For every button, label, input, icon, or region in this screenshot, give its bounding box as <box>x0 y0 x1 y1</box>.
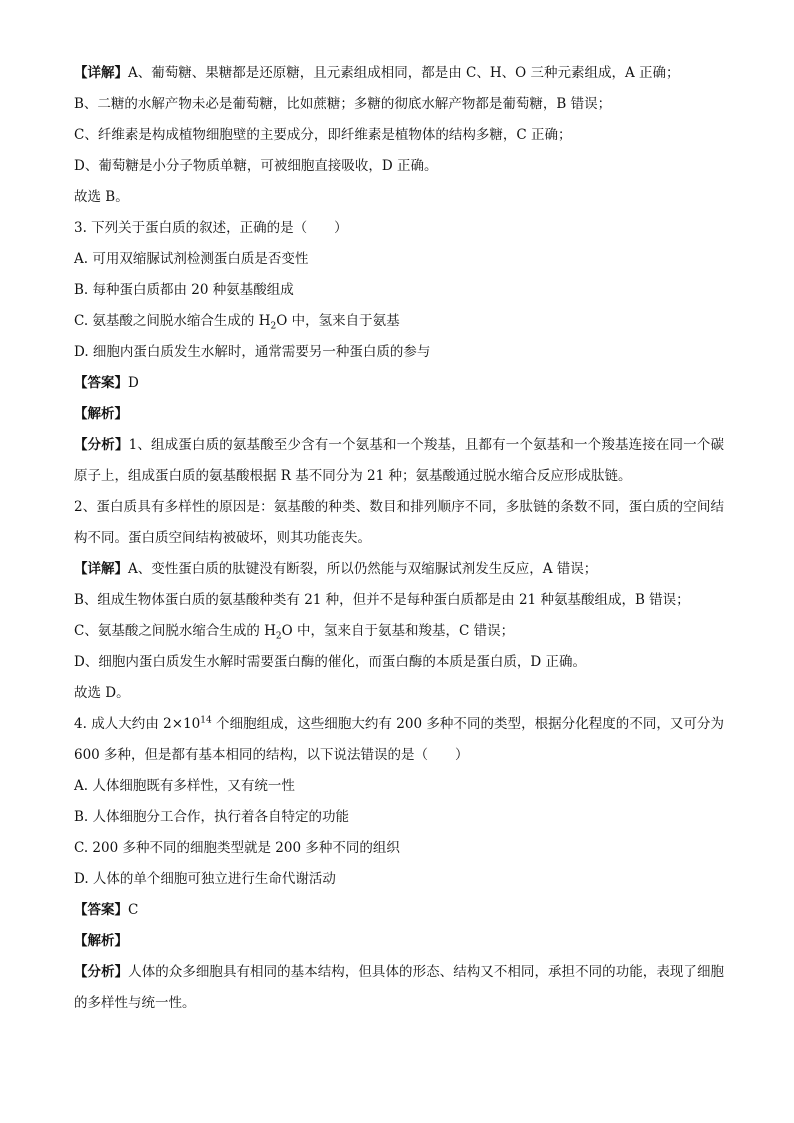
detail-line-a: 【详解】A、变性蛋白质的肽键没有断裂，所以仍然能与双缩脲试剂发生反应，A 错误； <box>74 561 598 577</box>
question-4-stem: 4. 成人大约由 $2\times 10^{14}$ 个细胞组成，这些细胞大约有 200 多种不同的类型，根据分化程度的不同，又可分为 600 多种，但是都有基本相同的结构，以下说法错误的是（ ） <box>74 715 725 763</box>
question-3-option-a: A. 可用双缩脲试剂检测蛋白质是否变性 <box>74 251 309 267</box>
answer-value: C <box>128 902 139 918</box>
question-4-option-c: C. 200 多种不同的细胞类型就是 200 多种不同的组织 <box>74 840 400 856</box>
answer-line <box>74 895 724 926</box>
answer-value: D <box>128 375 139 391</box>
detail-line-b: B、二糖的水解产物未必是葡萄糖，比如蔗糖；多糖的彻底水解产物都是葡萄糖，B 错误； <box>74 96 612 112</box>
analysis-paragraph-1: 【分析】1、组成蛋白质的氨基酸至少含有一个氨基和一个羧基，且都有一个氨基和一个羧基连接在同一个碳原子上，组成蛋白质的氨基酸根据 R 基不同分为 21 种；氨基酸通过脱水缩合反应形成肽链。 <box>74 437 725 484</box>
detail-line-a: 【详解】A、葡萄糖、果糖都是还原糖，且元素组成相同，都是由 C、H、O 三种元素组成，A 正确； <box>74 65 680 81</box>
answer-tag: 【答案】 <box>74 902 128 918</box>
explanation-heading: 【解析】 <box>74 933 128 949</box>
question-3-option-c: C. 氨基酸之间脱水缩合生成的 $H_2O$ 中，氢来自于氨基 <box>74 313 400 332</box>
detail-line-d: D、葡萄糖是小分子物质单糖，可被细胞直接吸收，D 正确。 <box>74 158 438 174</box>
analysis-tag: 【分析】 <box>74 964 129 980</box>
analysis-paragraph-1: 【分析】人体的众多细胞具有相同的基本结构，但具体的形态、结构又不相同，承担不同的功能，表现了细胞的多样性与统一性。 <box>74 964 725 1011</box>
question-3-option-b: B. 每种蛋白质都由 20 种氨基酸组成 <box>74 282 294 298</box>
choice-conclusion: 故选 D。 <box>74 685 130 701</box>
answer-line <box>74 368 724 399</box>
detail-line-c: C、纤维素是构成植物细胞壁的主要成分，即纤维素是植物体的结构多糖，C 正确； <box>74 127 572 143</box>
detail-tag: 【详解】 <box>74 561 128 577</box>
detail-line-c: C、氨基酸之间脱水缩合生成的 $H_2O$ 中，氢来自于氨基和羧基，C 错误； <box>74 623 515 642</box>
question-3-stem: 3. 下列关于蛋白质的叙述，正确的是（ ） <box>74 220 348 236</box>
analysis-tag: 【分析】 <box>74 437 129 453</box>
question-4-option-b: B. 人体细胞分工合作，执行着各自特定的功能 <box>74 809 350 825</box>
question-3-option-d: D. 细胞内蛋白质发生水解时，通常需要另一种蛋白质的参与 <box>74 344 431 360</box>
analysis-paragraph-2: 2、蛋白质具有多样性的原因是：氨基酸的种类、数目和排列顺序不同，多肽链的条数不同，蛋白质的空间结构不同。蛋白质空间结构被破坏，则其功能丧失。 <box>74 499 724 546</box>
detail-line-d: D、细胞内蛋白质发生水解时需要蛋白酶的催化，而蛋白酶的本质是蛋白质，D 正确。 <box>74 654 586 670</box>
document-page <box>74 58 724 1019</box>
detail-tag: 【详解】 <box>74 65 128 81</box>
detail-line-b: B、组成生物体蛋白质的氨基酸种类有 21 种，但并不是每种蛋白质都是由 21 种氨基酸组成，B 错误； <box>74 592 690 608</box>
answer-tag: 【答案】 <box>74 375 128 391</box>
choice-conclusion: 故选 B。 <box>74 189 129 205</box>
explanation-heading: 【解析】 <box>74 406 128 422</box>
question-4-option-a: A. 人体细胞既有多样性，又有统一性 <box>74 778 295 794</box>
question-4-option-d: D. 人体的单个细胞可独立进行生命代谢活动 <box>74 871 336 887</box>
